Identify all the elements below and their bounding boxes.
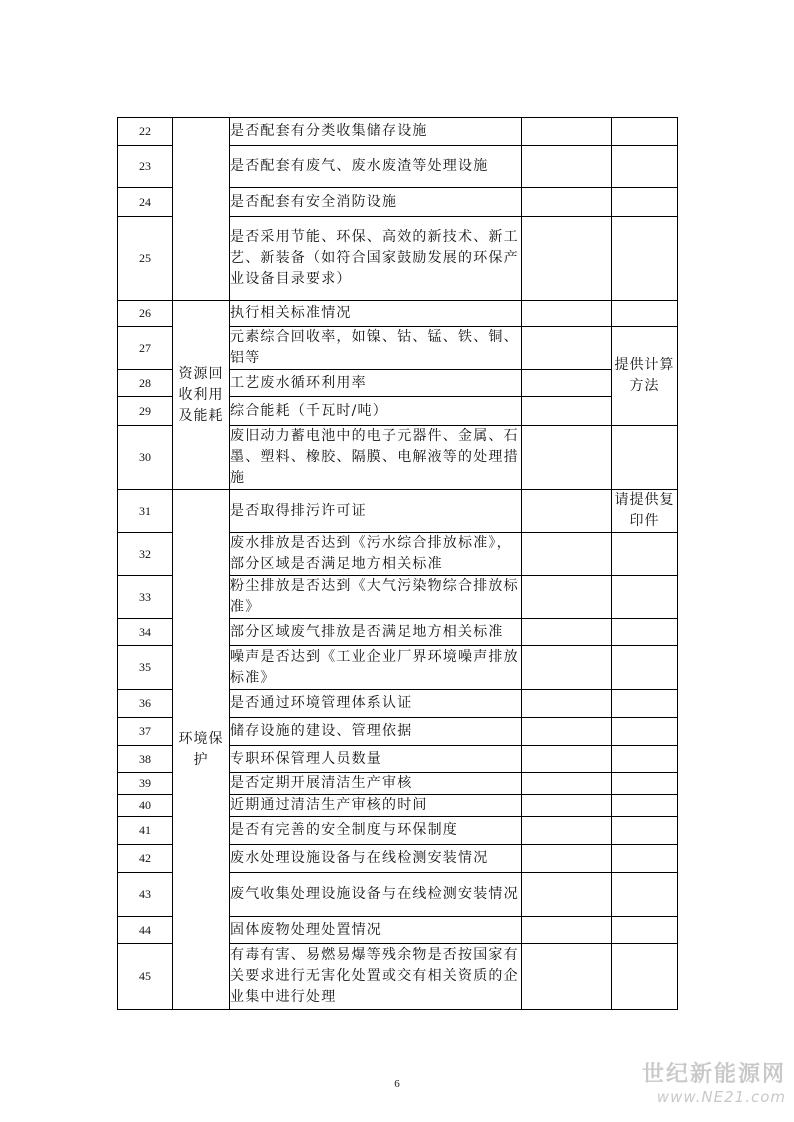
row-number: 39: [118, 773, 173, 795]
value-cell: [522, 118, 612, 146]
checklist-table: [117, 117, 678, 1010]
value-cell: [522, 301, 612, 327]
value-cell: [522, 845, 612, 873]
value-cell: [522, 873, 612, 917]
note-cell: [612, 773, 678, 795]
value-cell: [522, 217, 612, 301]
note-calc-method: 提供计算方法: [612, 327, 678, 426]
note-cell: [612, 576, 678, 619]
category-resource: 资源回收利用及能耗: [173, 301, 230, 490]
value-cell: [522, 188, 612, 217]
row-number: 36: [118, 690, 173, 718]
row-number: 28: [118, 370, 173, 397]
note-cell: [612, 426, 678, 490]
watermark-url: www.NE21.com: [656, 1088, 786, 1106]
row-number: 40: [118, 795, 173, 817]
item-text: 有毒有害、易燃易爆等残余物是否按国家有关要求进行无害化处置或交有相关资质的企业集中进行处理: [230, 944, 522, 1010]
note-cell: [612, 944, 678, 1010]
note-cell: [612, 845, 678, 873]
value-cell: [522, 718, 612, 746]
item-text: 是否配套有安全消防设施: [230, 188, 522, 217]
value-cell: [522, 646, 612, 690]
row-number: 24: [118, 188, 173, 217]
note-cell: [612, 795, 678, 817]
item-text: 废水处理设施设备与在线检测安装情况: [230, 845, 522, 873]
row-number: 42: [118, 845, 173, 873]
item-text: 是否配套有废气、废水废渣等处理设施: [230, 146, 522, 188]
row-number: 45: [118, 944, 173, 1010]
item-text: 是否配套有分类收集储存设施: [230, 118, 522, 146]
item-text: 是否取得排污许可证: [230, 490, 522, 533]
item-text: 是否定期开展清洁生产审核: [230, 773, 522, 795]
value-cell: [522, 690, 612, 718]
row-number: 43: [118, 873, 173, 917]
item-text: 专职环保管理人员数量: [230, 746, 522, 773]
row-number: 31: [118, 490, 173, 533]
item-text: 是否有完善的安全制度与环保制度: [230, 817, 522, 845]
table-row: [118, 118, 678, 146]
row-number: 41: [118, 817, 173, 845]
item-text: 废气收集处理设施设备与在线检测安装情况: [230, 873, 522, 917]
value-cell: [522, 533, 612, 576]
row-number: 30: [118, 426, 173, 490]
value-cell: [522, 795, 612, 817]
item-text: 元素综合回收率，如镍、钴、锰、铁、铜、铝等: [230, 327, 522, 370]
row-number: 37: [118, 718, 173, 746]
item-text: 废水排放是否达到《污水综合排放标准》，部分区域是否满足地方相关标准: [230, 533, 522, 576]
note-cell: [612, 873, 678, 917]
value-cell: [522, 619, 612, 646]
row-number: 26: [118, 301, 173, 327]
note-cell: [612, 619, 678, 646]
row-number: 33: [118, 576, 173, 619]
value-cell: [522, 817, 612, 845]
value-cell: [522, 773, 612, 795]
value-cell: [522, 490, 612, 533]
category-cell-empty: [173, 118, 230, 301]
item-text: 工艺废水循环利用率: [230, 370, 522, 397]
note-cell: [612, 146, 678, 188]
item-text: 粉尘排放是否达到《大气污染物综合排放标准》: [230, 576, 522, 619]
item-text: 是否通过环境管理体系认证: [230, 690, 522, 718]
note-cell: [612, 217, 678, 301]
note-cell: [612, 690, 678, 718]
value-cell: [522, 397, 612, 426]
value-cell: [522, 327, 612, 370]
row-number: 44: [118, 917, 173, 944]
category-environment: 环境保护: [173, 490, 230, 1010]
value-cell: [522, 944, 612, 1010]
row-number: 38: [118, 746, 173, 773]
item-text: 综合能耗（千瓦时/吨）: [230, 397, 522, 426]
item-text: 部分区域废气排放是否满足地方相关标准: [230, 619, 522, 646]
note-cell: [612, 533, 678, 576]
value-cell: [522, 426, 612, 490]
item-text: 近期通过清洁生产审核的时间: [230, 795, 522, 817]
table-row: [118, 301, 678, 327]
row-number: 27: [118, 327, 173, 370]
note-cell: [612, 917, 678, 944]
note-cell: [612, 746, 678, 773]
note-copy: 请提供复印件: [612, 490, 678, 533]
value-cell: [522, 576, 612, 619]
note-cell: [612, 718, 678, 746]
page-number: 6: [394, 1078, 400, 1090]
value-cell: [522, 146, 612, 188]
table-row: [118, 490, 678, 533]
note-cell: [612, 118, 678, 146]
item-text: 噪声是否达到《工业企业厂界环境噪声排放标准》: [230, 646, 522, 690]
row-number: 23: [118, 146, 173, 188]
row-number: 35: [118, 646, 173, 690]
note-cell: [612, 646, 678, 690]
value-cell: [522, 370, 612, 397]
value-cell: [522, 917, 612, 944]
row-number: 34: [118, 619, 173, 646]
item-text: 废旧动力蓄电池中的电子元器件、金属、石墨、塑料、橡胶、隔膜、电解液等的处理措施: [230, 426, 522, 490]
row-number: 25: [118, 217, 173, 301]
watermark-name: 世纪新能源网: [641, 1062, 786, 1087]
item-text: 是否采用节能、环保、高效的新技术、新工艺、新装备（如符合国家鼓励发展的环保产业设备目录要求）: [230, 217, 522, 301]
item-text: 储存设施的建设、管理依据: [230, 718, 522, 746]
value-cell: [522, 746, 612, 773]
row-number: 29: [118, 397, 173, 426]
note-cell: [612, 817, 678, 845]
item-text: 执行相关标准情况: [230, 301, 522, 327]
item-text: 固体废物处理处置情况: [230, 917, 522, 944]
note-cell: [612, 301, 678, 327]
site-watermark: [626, 1062, 786, 1106]
row-number: 22: [118, 118, 173, 146]
note-cell: [612, 188, 678, 217]
row-number: 32: [118, 533, 173, 576]
